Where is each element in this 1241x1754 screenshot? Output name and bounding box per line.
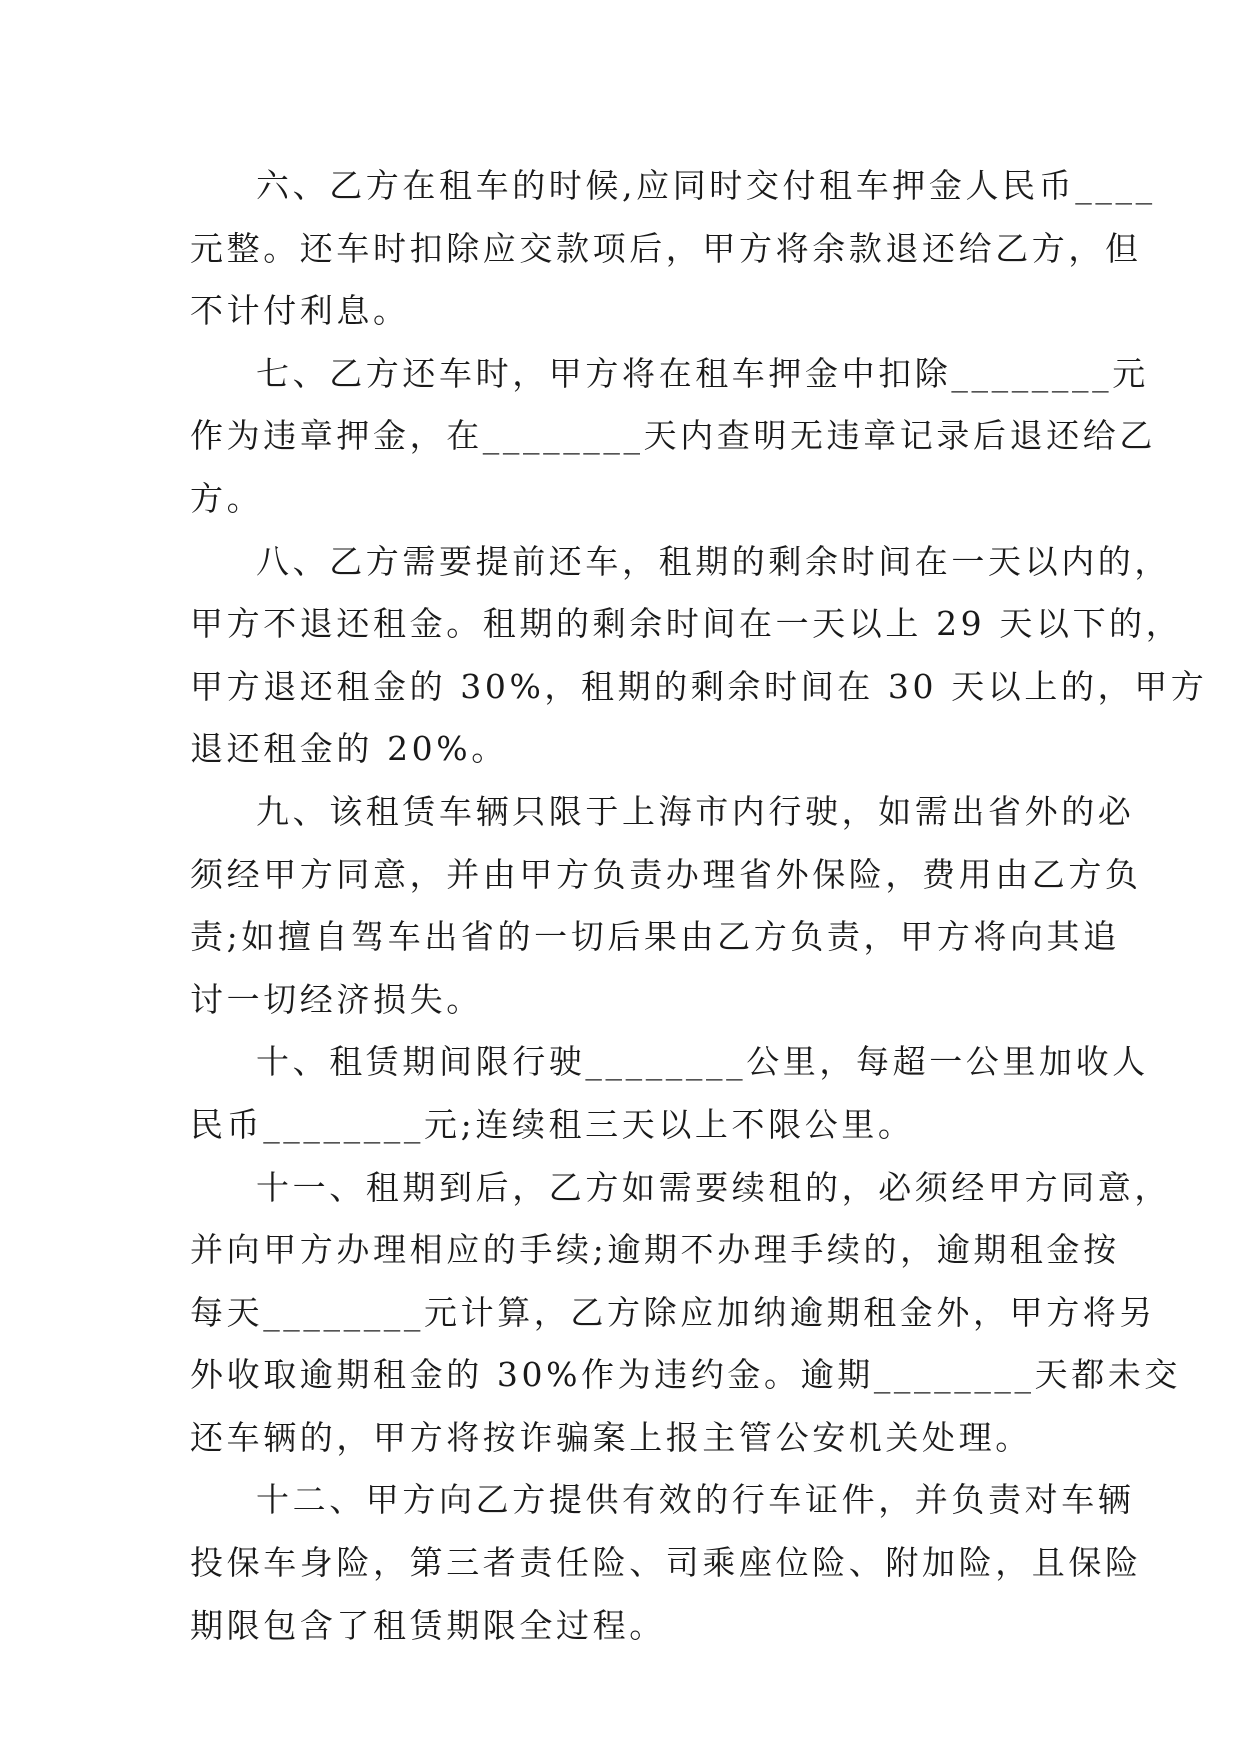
clause-7-line-1: 七、乙方还车时，甲方将在租车押金中扣除________元 [256, 353, 1149, 393]
clause-9-line-2: 须经甲方同意，并由甲方负责办理省外保险，费用由乙方负 [190, 854, 1142, 894]
clause-6-line-2: 元整。还车时扣除应交款项后，甲方将余款退还给乙方，但 [190, 228, 1142, 268]
clause-9-line-1: 九、该租赁车辆只限于上海市内行驶，如需出省外的必 [256, 791, 1135, 831]
clause-12-line-1: 十二、甲方向乙方提供有效的行车证件，并负责对车辆 [256, 1480, 1135, 1520]
clause-9-line-3: 责;如擅自驾车出省的一切后果由乙方负责，甲方将向其追 [190, 917, 1120, 957]
clause-7-line-2: 作为违章押金，在________天内查明无违章记录后退还给乙 [190, 416, 1156, 456]
clause-12-line-3: 期限包含了租赁期限全过程。 [190, 1605, 666, 1645]
clause-6-line-1: 六、乙方在租车的时候,应同时交付租车押金人民币____ [256, 166, 1156, 205]
clause-8-line-3: 甲方退还租金的 30%，租期的剩余时间在 30 天以上的，甲方 [190, 666, 1208, 706]
clause-9-line-4: 讨一切经济损失。 [190, 979, 483, 1019]
clause-10-line-2: 民币________元;连续租三天以上不限公里。 [190, 1104, 915, 1144]
clause-6-line-3: 不计付利息。 [190, 291, 410, 331]
clause-10-line-1: 十、租赁期间限行驶________公里，每超一公里加收人 [256, 1042, 1149, 1082]
clause-8-line-4: 退还租金的 20%。 [190, 729, 508, 769]
clause-11-line-2: 并向甲方办理相应的手续;逾期不办理手续的，逾期租金按 [190, 1230, 1120, 1270]
clause-11-line-3: 每天________元计算，乙方除应加纳逾期租金外，甲方将另 [190, 1292, 1156, 1332]
clause-8-line-1: 八、乙方需要提前还车，租期的剩余时间在一天以内的， [256, 541, 1171, 581]
clause-11-line-1: 十一、租期到后，乙方如需要续租的，必须经甲方同意， [256, 1167, 1171, 1207]
document-body [190, 155, 1208, 1657]
clause-7-line-3: 方。 [190, 478, 264, 518]
clause-11-line-4: 外收取逾期租金的 30%作为违约金。逾期________天都未交 [190, 1355, 1182, 1395]
clause-11-line-5: 还车辆的，甲方将按诈骗案上报主管公安机关处理。 [190, 1417, 1032, 1457]
clause-12-line-2: 投保车身险，第三者责任险、司乘座位险、附加险，且保险 [190, 1543, 1142, 1583]
clause-8-line-2: 甲方不退还租金。租期的剩余时间在一天以上 29 天以下的， [190, 604, 1183, 644]
